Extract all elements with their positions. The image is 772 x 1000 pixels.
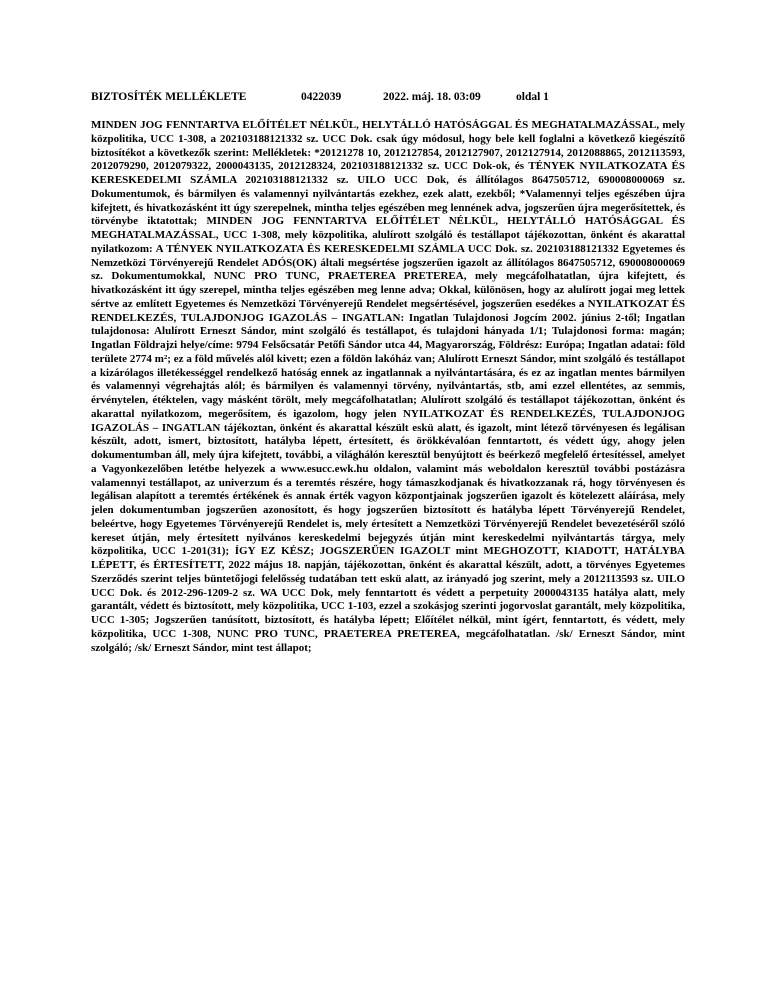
document-number: 0422039 <box>301 91 342 103</box>
document-date: 2022. máj. 18. 03:09 <box>383 91 481 103</box>
document-header <box>91 91 691 107</box>
document-body: MINDEN JOG FENNTARTVA ELŐÍTÉLET NÉLKÜL, HELYTÁLLÓ HATÓSÁGGAL ÉS MEGHATALMAZÁSSAL, mely közpolitika, UCC 1-308, a 202103188121332 sz. UCC Dok. csak úgy módosul, hogy bele kell foglalni a következő kiegészítő biztosítékot a következők szerint: Mellékletek: *20121278 10, 2012127854, 2012127907, 2012127914, 2012088865, 2012113593, 2012079290, 2012079322, 2000043135, 2012128324, 202103188121332 sz. UCC Dok-ok, és TÉNYEK NYILATKOZATA ÉS KERESKEDELMI SZÁMLA 202103188121332 sz. UILO UCC Dok, és állítólagos 8647505712, 690008000069 sz. Dokumentumok, és bármilyen és valamennyi nyilvántartás ezekhez, ezek alatt, ezekből; *Valamennyi teljes egészében újra kifejtett, és hivatkozásként itt úgy szerepelnek, mintha teljes egészében meg lennének adva, jogszerűen újra megerősítettek, és törvénybe iktatottak; MINDEN JOG FENNTARTVA ELŐÍTÉLET NÉLKÜL, HELYTÁLLÓ HATÓSÁGGAL ÉS MEGHATALMAZÁSSAL, UCC 1-308, mely közpolitika, alulírott szolgáló és testállapot tájékozottan, önként és akarattal nyilatkozom: A TÉNYEK NYILATKOZATA ÉS KERESKEDELMI SZÁMLA UCC Dok. sz. 202103188121332 Egyetemes és Nemzetközi Törvényerejű Rendelet ADÓS(OK) általi megsértése jogszerűen igazolt az állítólagos 8647505712, 690008000069 sz. Dokumentumokkal, NUNC PRO TUNC, PRAETEREA PRETEREA, mely megcáfolhatatlan, újra kifejtett, és hivatkozásként itt úgy szerepel, mintha teljes egészében meg lenne adva; Okkal, különösen, hogy az alulírott jogai meg lettek sértve az említett Egyetemes és Nemzetközi Törvényerejű Rendelet megsértésével, jogszerűen esedékes a NYILATKOZAT ÉS RENDELKEZÉS, TULAJDONJOG IGAZOLÁS – INGATLAN: Ingatlan Tulajdonosi Jogcím 2002. június 2-től; Ingatlan tulajdonosa: Alulírott Erneszt Sándor, mint szolgáló és testállapot, és tulajdoni hányada 1/1; Tulajdonosi forma: magán; Ingatlan Földrajzi helye/címe: 9794 Felsőcsatár Petőfi Sándor utca 44, Magyarország, Földrész: Európa; Ingatlan adatai: föld területe 2774 m²; ez a föld művelés alól kivett; ezen a földön lakóház van; Alulírott Erneszt Sándor, mint szolgáló és testállapot a kizárólagos illetékességgel rendelkező hatóság ennek az ingatlannak a nyilvántartására, és ez az ingatlan mentes bármilyen és valamennyi végrehajtás alól; és bármilyen és valamennyi törvény, nyilvántartás, stb, ami ezzel ellentétes, az semmis, érvénytelen, étéktelen, vagy másként törölt, mely megcáfolhatatlan; Alulírott szolgáló és testállapot tájékozottan, önként és akarattal nyilatkozom, megerősítem, és igazolom, hogy jelen NYILATKOZAT ÉS RENDELKEZÉS, TULAJDONJOG IGAZOLÁS – INGATLAN tájékoztan, önként és akarattal készült eskü alatt, és igazolt, mint létező törvényesen és legálisan készült, adott, ismert, biztosított, hatályba lépett, értesített, és örökkévalóan fenntartott, és védett úgy, ahogy jelen dokumentumban áll, mely újra kifejtett, további, a világhálón keresztül benyújtott és beérkező megfelelő értesítéssel, amelyet a Vagyonkezelőben letétbe helyezek a www.esucc.ewk.hu oldalon, valamint más weboldalon keresztül további postázásra valamennyi testállapot, az univerzum és a teremtés részére, hogy támaszkodjanak és hivatkozzanak rá, hogy törvényesen és legálisan alapított a teremtés értékének és annak érték vagyon központjainak jogszerűen igazolt és kötelezett aláírása, mely jelen dokumentumban jogszerűen azonosított, és hogy jogszerűen biztosított és hatályba lépett Törvényerejű Rendelet, beleértve, hogy Egyetemes Törvényerejű Rendelet is, mely értesített a Nemzetközi Törvényerejű Rendelet bevezetéséről szóló kereset útján, mely értesített nyilvános kereskedelmi bejegyzés útján mint kereskedelmi nyilvántartás tárgya, mely közpolitika, UCC 1-201(31); ÍGY EZ KÉSZ; JOGSZERŰEN IGAZOLT mint MEGHOZOTT, KIADOTT, HATÁLYBA LÉPETT, és ÉRTESÍTETT, 2022 május 18. napján, tájékozottan, önként és akarattal készült, adott, a törvényes Egyetemes Szerződés szerint teljes büntetőjogi felelősség tudatában tett eskü alatt, az irányadó jog szerint, mely a 2012113593 sz. UILO UCC Dok. és 2012-296-1209-2 sz. WA UCC Dok, mely fenntartott és védett a perpetuity 2000043135 hatálya alatt, mely garantált, védett és biztosított, mely közpolitika, UCC 1-103, ezzel a szokásjog szerinti jogorvoslat garantált, mely közpolitika, UCC 1-305; Jogszerűen tanúsított, biztosított, és hatályba lépett; Előítélet nélkül, mint ígért, fenntartott, és védett, mely közpolitika, UCC 1-308, NUNC PRO TUNC, PRAETEREA PRETEREA, megcáfolhatatlan. /sk/ Erneszt Sándor, mint szolgáló; /sk/ Erneszt Sándor, mint test állapot; <box>91 119 685 654</box>
document-title: BIZTOSÍTÉK MELLÉKLETE <box>91 91 247 103</box>
page-number: oldal 1 <box>516 91 549 103</box>
